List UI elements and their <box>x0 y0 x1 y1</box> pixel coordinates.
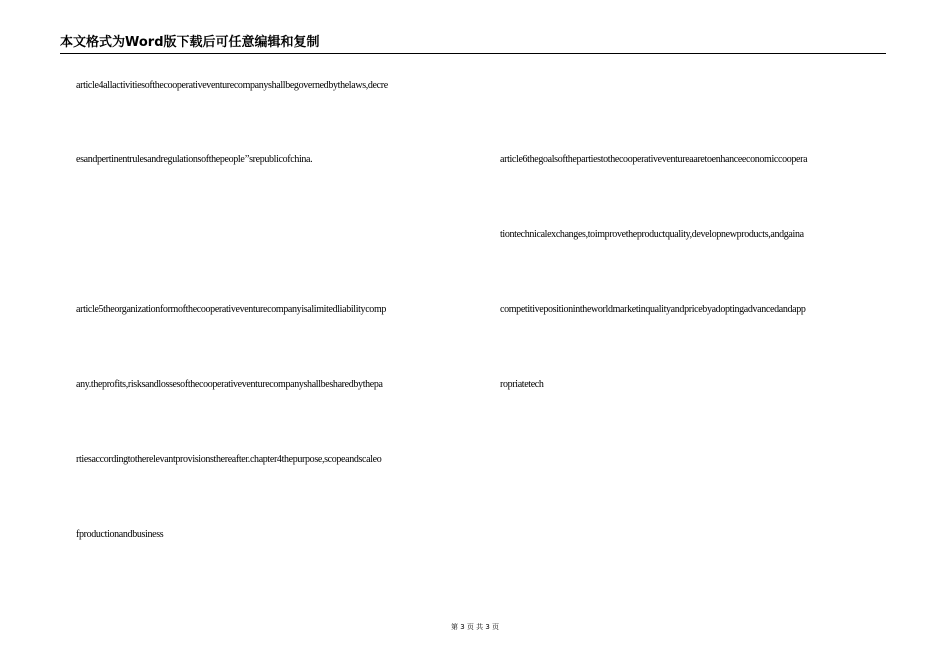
page-footer <box>0 622 950 632</box>
left-column-line: rtiesaccordingtotherelevantprovisionsthereafter.chapter4thepurpose,scopeandscaleo <box>76 454 382 465</box>
left-column-line: any.theprofits,risksandlossesofthecooperativeventurecompanyshallbesharedbythepa <box>76 379 383 390</box>
left-column-line: article5theorganizationformofthecooperativeventurecompanyisalimitedliabilitycomp <box>76 304 387 315</box>
right-column-line: tiontechnicalexchanges,toimprovetheproductquality,developnewproducts,andgaina <box>500 229 804 240</box>
right-column-line: ropriatetech <box>500 379 544 390</box>
right-column-line: article6thegoalsofthepartiestothecooperativeventureaaretoenhanceeconomiccoopera <box>500 154 808 165</box>
header-title: 本文格式为Word版下载后可任意编辑和复制 <box>60 35 320 50</box>
page-header <box>60 35 886 54</box>
left-column-line: article4allactivitiesofthecooperativeventurecompanyshallbegovernedbythelaws,decre <box>76 80 388 91</box>
left-column-line: esandpertinentrulesandregulationsofthepeople’’srepublicofchina. <box>76 154 313 165</box>
left-column-line: fproductionandbusiness <box>76 529 164 540</box>
right-column-line: competitivepositionintheworldmarketinqualityandpricebyadoptingadvancedandapp <box>500 304 806 315</box>
page-number: 第 3 页 共 3 页 <box>450 623 500 631</box>
